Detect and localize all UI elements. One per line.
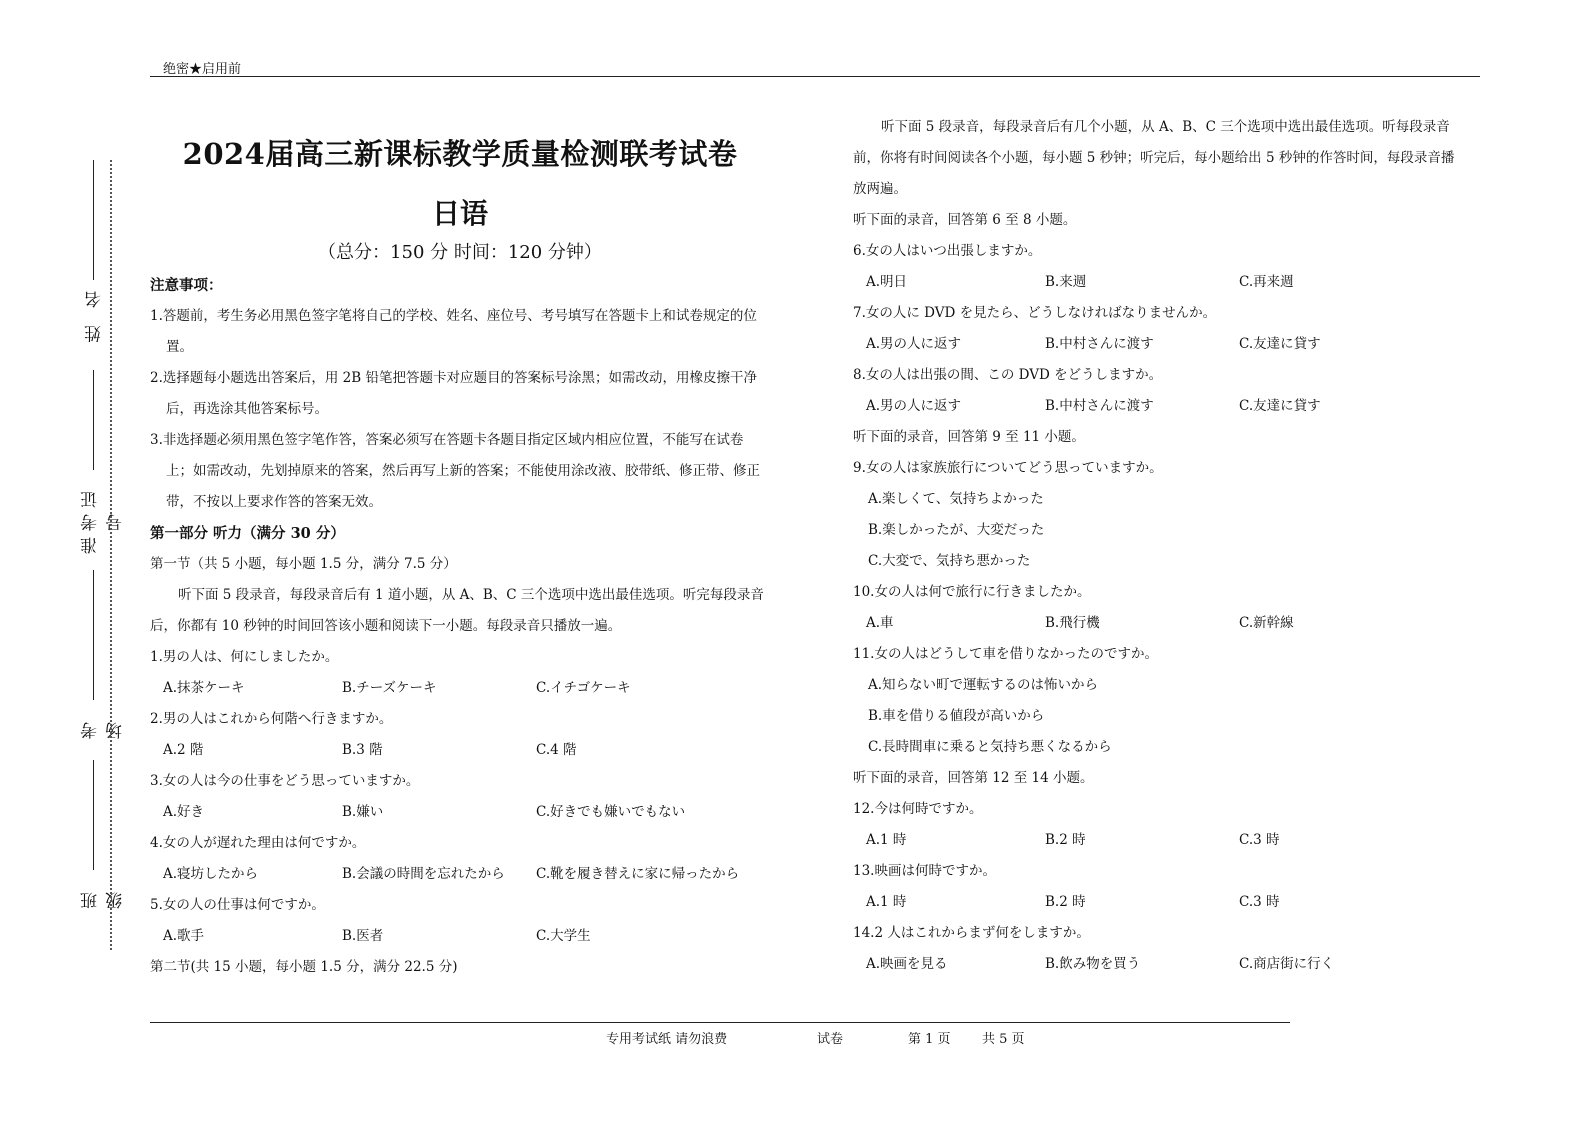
header-rule	[150, 76, 1480, 77]
options-3	[150, 797, 765, 828]
options-12	[853, 825, 1463, 856]
footer-paper-type: 试卷	[817, 1032, 844, 1047]
options-1	[150, 673, 765, 704]
option-b: B.2 時	[1045, 832, 1086, 848]
option-b: B.医者	[342, 928, 384, 944]
option-a: A.1 時	[866, 894, 907, 910]
option-a: A.男の人に返す	[866, 398, 962, 414]
option-b: B.中村さんに渡す	[1045, 336, 1154, 352]
option-b: B.来週	[1045, 274, 1087, 290]
question-9: 9.女の人は家族旅行についてどう思っていますか。	[853, 460, 1163, 476]
option-c: C.大学生	[536, 928, 591, 944]
option-c: C.友達に貸す	[1239, 398, 1321, 414]
option-c: C.長時間車に乗ると気持ち悪くなるから	[868, 739, 1112, 755]
options-5	[150, 921, 765, 952]
fill-line-room	[93, 570, 94, 700]
fill-line-exam-id	[93, 370, 94, 470]
option-c: C.商店街に行く	[1239, 956, 1335, 972]
binding-dotted-line	[110, 160, 112, 950]
option-a: A.1 時	[866, 832, 907, 848]
option-b: B.楽しかったが、大変だった	[868, 522, 1045, 538]
notice-item: 3.非选择题必须用黑色签字笔作答，答案必须写在答题卡各题目指定区域内相应位置，不能写在试卷上；如需改动，先划掉原来的答案，然后再写上新的答案；不能使用涂改液、胶带纸、修正带、修正带，不按以上要求作答的答案无效。	[150, 432, 760, 510]
options-7	[853, 329, 1463, 360]
question-3: 3.女の人は今の仕事をどう思っていますか。	[150, 773, 420, 789]
option-a: A.寝坊したから	[163, 866, 259, 882]
part1-heading: 第一部分 听力（满分 30 分）	[150, 525, 345, 542]
option-b: B.飲み物を買う	[1045, 956, 1141, 972]
option-a: A.男の人に返す	[866, 336, 962, 352]
footer-rule	[150, 1022, 1290, 1023]
fill-line-name	[93, 160, 94, 280]
left-column	[150, 270, 765, 983]
question-10: 10.女の人は何で旅行に行きましたか。	[853, 584, 1091, 600]
option-b: B.中村さんに渡す	[1045, 398, 1154, 414]
option-c: C.イチゴケーキ	[536, 680, 631, 696]
question-6: 6.女の人はいつ出張しますか。	[853, 243, 1042, 259]
options-4	[150, 859, 765, 890]
option-c: C.3 時	[1239, 894, 1280, 910]
score-and-time: （总分：150 分 时间：120 分钟）	[318, 242, 602, 263]
option-a: A.映画を見る	[866, 956, 948, 972]
option-c: C.靴を履き替えに家に帰ったから	[536, 866, 740, 882]
option-c: C.再来週	[1239, 274, 1294, 290]
notice-heading: 注意事项：	[150, 277, 223, 294]
option-c: C.友達に貸す	[1239, 336, 1321, 352]
confidential-header: 绝密★启用前	[163, 62, 242, 77]
section2-heading: 第二节(共 15 小题，每小题 1.5 分，满分 22.5 分)	[150, 959, 458, 975]
question-1: 1.男の人は、何にしましたか。	[150, 649, 339, 665]
option-a: A.車	[866, 615, 894, 631]
page-total: 共 5 页	[982, 1032, 1025, 1047]
option-b: B.会議の時間を忘れたから	[342, 866, 505, 882]
option-c: C.3 時	[1239, 832, 1280, 848]
section2-instructions: 听下面 5 段录音，每段录音后有几个小题，从 A、B、C 三个选项中选出最佳选项。听每段录音前，你将有时间阅读各个小题，每小题 5 秒钟；听完后，每小题给出 5 秒钟的作答时间，每段录音播放两遍。	[853, 119, 1455, 197]
option-b: B.嫌い	[342, 804, 384, 820]
page-number: 第 1 页	[908, 1032, 951, 1047]
question-4: 4.女の人が遅れた理由は何ですか。	[150, 835, 366, 851]
option-b: B.チーズケーキ	[342, 680, 437, 696]
option-a: A.2 階	[163, 742, 204, 758]
exam-subject: 日语	[431, 197, 488, 230]
footer-notice: 专用考试纸 请勿浪费	[606, 1032, 728, 1047]
question-5: 5.女の人の仕事は何ですか。	[150, 897, 325, 913]
option-a: A.知らない町で運転するのは怖いから	[868, 677, 1099, 693]
option-c: C.新幹線	[1239, 615, 1294, 631]
room-field-label: 考 场	[81, 716, 126, 739]
question-11: 11.女の人はどうして車を借りなかったのですか。	[853, 646, 1158, 662]
options-2	[150, 735, 765, 766]
question-12: 12.今は何時ですか。	[853, 801, 983, 817]
options-13	[853, 887, 1463, 918]
option-c: C.好きでも嫌いでもない	[536, 804, 686, 820]
fill-line-class	[93, 760, 94, 870]
section1-instructions: 听下面 5 段录音，每段录音后有 1 道小题，从 A、B、C 三个选项中选出最佳选项。听完每段录音后，你都有 10 秒钟的时间回答该小题和阅读下一小题。每段录音只播放一遍。	[150, 587, 764, 634]
question-14: 14.2 人はこれからまず何をしますか。	[853, 925, 1090, 941]
options-6	[853, 267, 1463, 298]
option-c: C.4 階	[536, 742, 577, 758]
right-column	[853, 112, 1463, 980]
notice-item: 2.选择题每小题选出答案后，用 2B 铅笔把答题卡对应题目的答案标号涂黑；如需改动，用橡皮擦干净后，再选涂其他答案标号。	[150, 370, 757, 417]
options-8	[853, 391, 1463, 422]
question-8: 8.女の人は出張の間、この DVD をどうしますか。	[853, 367, 1163, 383]
option-a: A.好き	[163, 804, 205, 820]
option-b: B.3 階	[342, 742, 383, 758]
option-b: B.車を借りる値段が高いから	[868, 708, 1045, 724]
option-c: C.大変で、気持ち悪かった	[868, 553, 1031, 569]
group-9-11-instruction: 听下面的录音，回答第 9 至 11 小题。	[853, 429, 1085, 445]
options-10	[853, 608, 1463, 639]
option-a: A.抹茶ケーキ	[163, 680, 245, 696]
question-2: 2.男の人はこれから何階へ行きますか。	[150, 711, 393, 727]
question-13: 13.映画は何時ですか。	[853, 863, 996, 879]
options-14	[853, 949, 1463, 980]
option-b: B.2 時	[1045, 894, 1086, 910]
binding-margin	[78, 160, 126, 940]
exam-title: 2024届高三新课标教学质量检测联考试卷	[182, 137, 738, 171]
option-a: A.楽しくて、気持ちよかった	[868, 491, 1044, 507]
option-a: A.明日	[866, 274, 908, 290]
name-field-label: 姓 名	[84, 285, 105, 343]
notice-item: 1.答题前，考生务必用黑色签字笔将自己的学校、姓名、座位号、考号填写在答题卡上和试卷规定的位置。	[150, 308, 757, 355]
class-field-label: 班 级	[81, 886, 126, 909]
exam-id-field-label: 准考证号	[81, 485, 126, 555]
section1-heading: 第一节（共 5 小题，每小题 1.5 分，满分 7.5 分）	[150, 556, 457, 572]
question-7: 7.女の人に DVD を見たら、どうしなければなりませんか。	[853, 305, 1217, 321]
option-a: A.歌手	[163, 928, 205, 944]
group-6-8-instruction: 听下面的录音，回答第 6 至 8 小题。	[853, 212, 1077, 228]
group-12-14-instruction: 听下面的录音，回答第 12 至 14 小题。	[853, 770, 1094, 786]
option-b: B.飛行機	[1045, 615, 1100, 631]
